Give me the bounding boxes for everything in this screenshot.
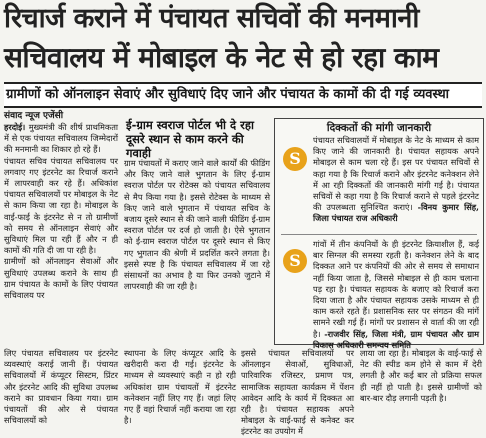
sidebar-divider (281, 234, 477, 235)
byline: संवाद न्यूज एजेंसी (4, 111, 64, 121)
subheadline: ग्रामीणों को ऑनलाइन सेवाएं और सुविधाएं दिए जाने और पंचायत के कामों की दी गई व्यवस्था (4, 82, 482, 108)
quote-icon: S (283, 147, 307, 171)
quote-icon: S (283, 249, 307, 273)
paragraph-3: ग्रामीणों को ऑनलाइन सेवाओं और सुविधाएं उपलब्ध कराने के साथ ही ग्राम पंचायत के कामों के लिए पंचायत सचिवालय पर (4, 256, 118, 301)
box-heading: ई-ग्राम स्वराज पोर्टल भी दे रहा दूसरे स्थान से काम करने की गवाही (126, 118, 254, 160)
article-column-1 (4, 122, 118, 350)
bottom-column-4: लाया जा रहा है। मोबाइल के वाई-फाई से नेट की स्पीड कम होने से काम में देरी लगती है और कई बार तो प्रक्रिया सफल ही नहीं हो पाती है। इससे ग्रामीणों को बार-बार दौड़ लगानी पड़ती है। (360, 348, 482, 403)
bottom-column-2: स्थापना के लिए कंप्यूटर आदि के खरीदारी करा दी गई। इंटरनेट के माध्यम से व्यवस्थाएं कही न हो रही अधिकांश ग्राम पंचायतों में इंटरनेट कनेक्शन नहीं लिए गए हैं। जहां लिए गए हैं वहां रिचार्ज नहीं कराया जा रहा है। (124, 348, 236, 426)
quote-2-author: -राजवीर सिंह, जिला मंत्री, ग्राम पंचायत और ग्राम विकास अधिकारी समन्वय समिति (313, 328, 479, 350)
sidebar-title: दिक्कतों की मांगी जानकारी (275, 121, 483, 135)
dateline: हरदोई। (4, 122, 26, 132)
headline-line2: सचिवालय में मोबाइल के नेट से हो रहा काम (4, 41, 439, 74)
quote-1-author: -विनय कुमार सिंह, जिला पंचायत राज अधिकारी (313, 202, 479, 224)
box-text: ग्राम पंचायतों में कराए जाने वाले कार्यों की फीडिंग और किए जाने वाले भुगतान के लिए ई-ग्राम स्वराज पोर्टल पर रोटेक्स को पंचायत सचिवालय से मैप किया गया है। इससे रोटेक्स के माध्यम से किए जाने वाले भुगतान में पंचायत सचिव के बजाय दूसरे स्थान से की जाने वाली फीडिंग ई-ग्राम स्वराज पोर्टल पर दर्ज हो जाती है। ऐसे भुगतान को ई-ग्राम स्वराज पोर्टल पर दूसरे स्थान से किए गए भुगतान की श्रेणी में प्रदर्शित करने लगता है। इससे स्पष्ट है कि पंचायत सचिवालय में जा रहे संसाधनों का अभाव है या फिर उनको जुटाने में लापरवाही की जा रही है। (124, 158, 270, 292)
bottom-column-1: लिए पंचायत सचिवालय पर इंटरनेट व्यवस्थाएं कराई जानी हैं। पंचायत सचिवालयों में कंप्यूटर सिस्टम, प्रिंटर और इंटरनेट आदि की सुविधा उपलब्ध कराने का प्रावधान किया गया। ग्राम पंचायतों की ओर से पंचायत सचिवालयों को (4, 348, 118, 426)
quote-1: पंचायत सचिवालयों में मोबाइल के नेट के माध्यम से काम किए जाने की जानकारी है। पंचायत सहायक अपने मोबाइल से काम चला रहे हैं। इस पर पंचायत सचिवों से कहा गया है कि रिचार्ज कराने और इंटरनेट कनेक्शन लेने में आ रही दिक्कतों की जानकारी मांगी गई है। पंचायत सचिवों से कहा गया है कि रिचार्ज कराने से पहले इंटरनेट की उपलब्धता सुनिश्चित कराएं। -विनय कुमार सिंह, जिला पंचायत राज अधिकारी (313, 135, 479, 224)
headline-line1: रिचार्ज कराने में पंचायत सचिवों की मनमानी (4, 3, 419, 34)
quote-2: गांवों में तीन कंपनियों के ही इंटरनेट क्रियाशील हैं, कई बार सिग्नल की समस्या रहती है। कनेक्शन लेने के बाद दिक्कत आने पर कंपनियों की ओर से समय से समाधान नहीं किया जाता है, जिससे मोबाइल से ही काम चलाना पड़ रहा है। पंचायत सहायक के बजाए को रिचार्ज करा दिया जाता है और पंचायत सहायक उसके माध्यम से ही काम करते रहते हैं। प्रशासनिक स्तर पर संगठन की मांगें सामने रखी गई हैं। मांगों पर प्रशासन से वार्ता की जा रही है। -राजवीर सिंह, जिला मंत्री, ग्राम पंचायत और ग्राम विकास अधिकारी समन्वय समिति (313, 239, 479, 350)
paragraph-1: मुख्यमंत्री की शीर्ष प्राथमिकता में से एक पंचायत सचिवालय जिम्मेदारों की मनमानी का शिकार हो रहे हैं। (4, 122, 118, 155)
bottom-column-3: इससे पंचायत सचिवालयों पर ऑनलाइन सेवाओं, सुविधाओं, पारिवारिक रजिस्टर, प्रमाण पत्र, सामाजिक सहायता कार्यक्रम में पेंशन आवेदन आदि के कार्य में दिक्कत आ रही है। पंचायत सहायक अपने मोबाइल के वाई-फाई से कनेक्ट कर इंटरनेट का उपयोग में (241, 348, 354, 437)
sidebar-box (274, 118, 484, 350)
paragraph-2: पंचायत सचिव पंचायत सचिवालय पर लगवाए गए इंटरनेट का रिचार्ज कराने में लापरवाही कर रहे हैं। अधिकांश पंचायत सचिवालयों पर मोबाइल के नेट से काम किया जा रहा है। मोबाइल के वाई-फाई के इंटरनेट से न तो ग्रामीणों को समय से ऑनलाइन सेवाएं और सुविधाएं मिल पा रही हैं और न ही कामों की गति दी जा पा रही है। (4, 155, 118, 256)
